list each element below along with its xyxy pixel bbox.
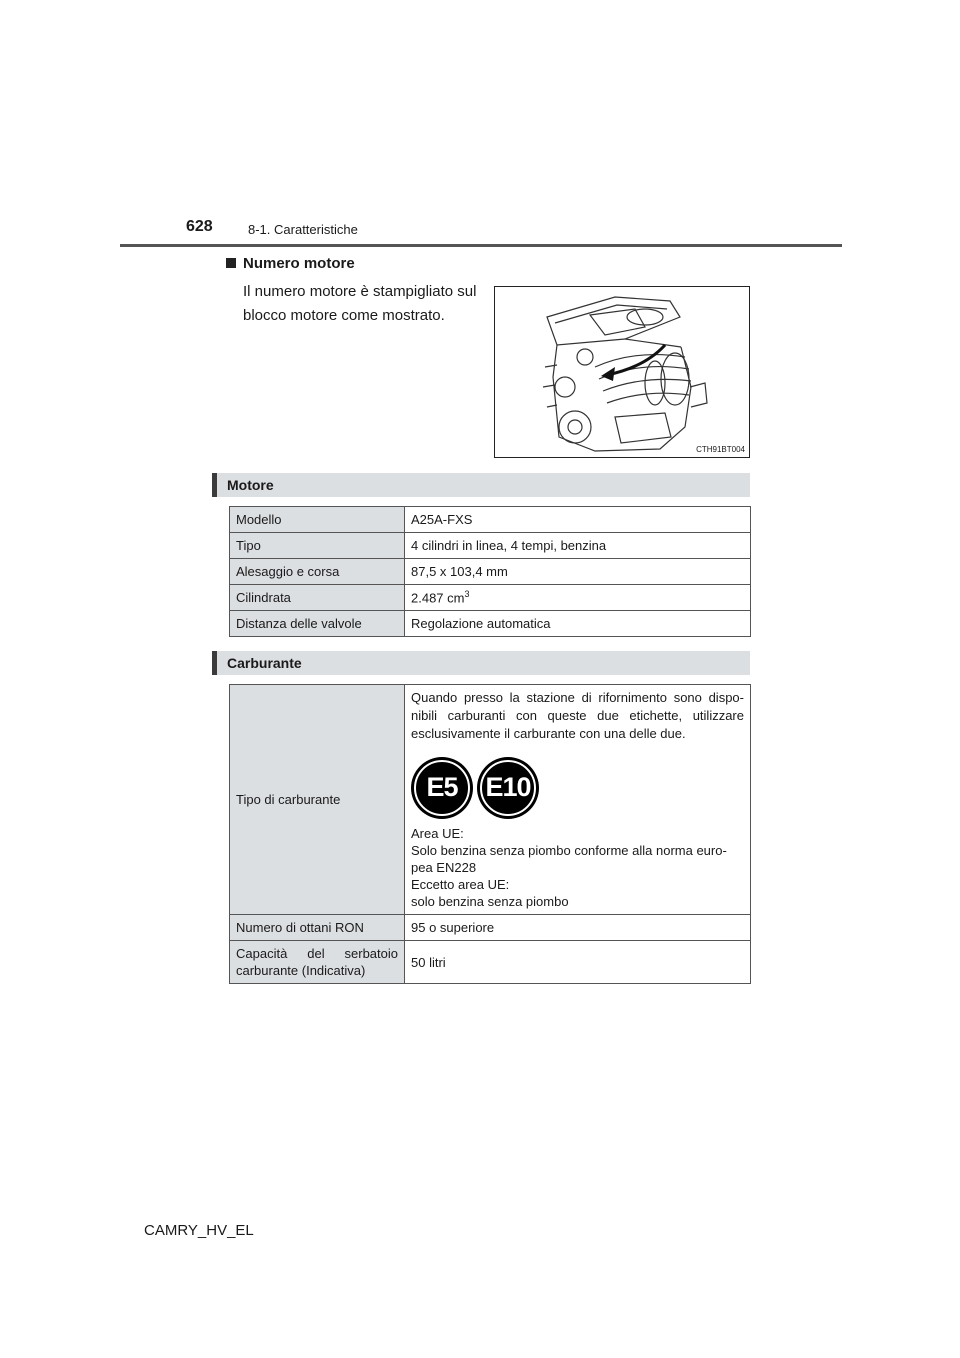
- table-cell-label: Tipo di carburante: [230, 685, 405, 915]
- fuel-note-line: Area UE:: [411, 826, 464, 841]
- engine-figure: [494, 286, 750, 458]
- engine-number-heading: [226, 255, 355, 272]
- section-title-carburante: Carburante: [227, 655, 302, 671]
- displacement-value: 2.487 cm: [411, 590, 465, 606]
- engine-spec-table: [229, 506, 751, 637]
- table-row: [230, 941, 751, 984]
- section-title-motore: Motore: [227, 477, 274, 493]
- figure-code: CTH91BT004: [696, 445, 745, 454]
- table-row: [230, 685, 751, 915]
- table-cell-label: Capacità del serbatoio carburante (Indicativa): [230, 941, 405, 984]
- table-cell-label: Cilindrata: [230, 585, 405, 611]
- fuel-type-intro: Quando presso la stazione di rifornimento sono dispo-nibili carburanti con queste due etichette, utilizzare esclusivamente il carburante con una delle due.: [411, 690, 744, 741]
- section-header-motore: [212, 473, 750, 497]
- engine-drawing-icon: [495, 287, 749, 457]
- table-cell-label: Alesaggio e corsa: [230, 559, 405, 585]
- fuel-note-line: solo benzina senza piombo: [411, 894, 569, 909]
- fuel-area-notes: [411, 825, 744, 914]
- e10-label-text: E10: [485, 772, 531, 802]
- table-cell-label: Numero di ottani RON: [230, 915, 405, 941]
- engine-number-heading-text: Numero motore: [243, 255, 355, 272]
- table-cell-value: 4 cilindri in linea, 4 tempi, benzina: [405, 533, 751, 559]
- table-row: [230, 559, 751, 585]
- displacement-superscript: 3: [464, 589, 470, 600]
- table-cell-value: 87,5 x 103,4 mm: [405, 559, 751, 585]
- engine-number-text: Il numero motore è stampigliato sul blocco motore come mostrato.: [243, 283, 477, 324]
- table-cell-value: [405, 585, 751, 611]
- fuel-labels: [411, 757, 744, 819]
- e5-label-text: E5: [426, 772, 458, 802]
- table-row: [230, 585, 751, 611]
- header-rule: [120, 244, 842, 247]
- table-cell-value: 95 o superiore: [405, 915, 751, 941]
- table-row: [230, 611, 751, 637]
- table-cell-label: Tipo: [230, 533, 405, 559]
- fuel-note-line: Solo benzina senza piombo conforme alla norma euro-: [411, 843, 727, 858]
- document-code: CAMRY_HV_EL: [144, 1222, 254, 1239]
- e10-label-icon: [477, 757, 539, 819]
- square-bullet-icon: [226, 258, 236, 268]
- table-cell-label: Distanza delle valvole: [230, 611, 405, 637]
- fuel-note-line: Eccetto area UE:: [411, 877, 510, 892]
- fuel-note-line: pea EN228: [411, 860, 477, 875]
- page-number: 628: [186, 218, 213, 235]
- table-cell-value: 50 litri: [405, 941, 751, 984]
- table-row: [230, 533, 751, 559]
- table-cell-label: Modello: [230, 507, 405, 533]
- e5-label-icon: [411, 757, 473, 819]
- fuel-spec-table: [229, 684, 751, 984]
- section-header-carburante: [212, 651, 750, 675]
- fuel-type-cell: [405, 685, 751, 915]
- table-cell-value: Regolazione automatica: [405, 611, 751, 637]
- table-cell-value: A25A-FXS: [405, 507, 751, 533]
- table-row: [230, 507, 751, 533]
- section-path: 8-1. Caratteristiche: [248, 222, 358, 237]
- table-row: [230, 915, 751, 941]
